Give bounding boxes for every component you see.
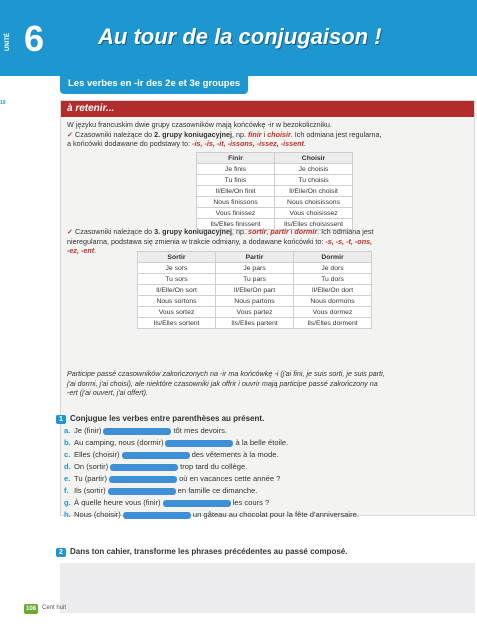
table-row: Je finis Je choisis <box>197 164 353 175</box>
list-item: c. Elles (choisir) des vêtements à la mode. <box>64 450 279 459</box>
section-subtitle: Les verbes en -ir des 2e et 3e groupes <box>60 76 248 94</box>
list-item: d. On (sortir) trop tard du collège. <box>64 462 248 471</box>
table-row: Nous finissons Nous choisissons <box>197 197 353 208</box>
table-row: Tu finis Tu choisis <box>197 175 353 186</box>
page-ref-tag: 19 <box>0 100 6 106</box>
check-icon: ✓ <box>67 227 74 236</box>
unit-number: 6 <box>24 18 45 59</box>
exercise-number: 1 <box>56 415 66 424</box>
page-number-words: Cent huit <box>42 605 67 611</box>
group3-text: ✓ Czasowniki należące do 3. grupy koniugacyjnej, np. sortir, partir i dormir. Ich odmiana jest nieregularna, podstawa się zmienia w trakcie odmiany, a dodawane końcówki to: -s, -s, -t, -ons, -ez, -ent. <box>67 227 374 255</box>
list-item: h. Nous (choisir) un gâteau au chocolat pour la fête d'anniversaire. <box>64 510 359 519</box>
table-group3 <box>137 251 372 329</box>
answer-area[interactable] <box>60 563 475 613</box>
answer-input[interactable] <box>103 428 171 435</box>
table-header: Sortir <box>138 252 216 263</box>
answer-input[interactable] <box>163 500 231 507</box>
exercise-number: 2 <box>56 548 66 557</box>
table-header: Dormir <box>294 252 372 263</box>
answer-input[interactable] <box>122 452 190 459</box>
exercise-2-heading: 2 Dans ton cahier, transforme les phrases précédentes au passé composé. <box>56 547 347 557</box>
unit-header <box>0 0 477 76</box>
participe-text: Participe passé czasowników zakończonych na -ir ma końcówkę -i (j'ai fini, je suis sorti, je suis parti, j'ai dormi, j'ai choisi), ale niektóre czasowniki jak offrir i ouvrir mają participe passé zakończony na -ert (j'ai ouvert, j'ai offert). <box>67 369 385 397</box>
table-row: Ils/Elles sortent Ils/Elles partent Ils/Elles dorment <box>138 318 372 329</box>
table-header: Choisir <box>275 153 353 164</box>
table-header: Partir <box>216 252 294 263</box>
table-row: Je sors Je pars Je dors <box>138 263 372 274</box>
table-header: Finir <box>197 153 275 164</box>
page-title: Au tour de la conjugaison ! <box>98 24 382 49</box>
list-item: b. Au camping, nous (dormir) à la belle étoile. <box>64 438 289 447</box>
list-item: a. Je (finir) tôt mes devoirs. <box>64 426 228 435</box>
page-number: 108 <box>25 606 36 612</box>
table-row: Ils/Elles finissent Ils/Elles choisissent <box>197 219 353 230</box>
answer-input[interactable] <box>110 464 178 471</box>
answer-input[interactable] <box>165 440 233 447</box>
answer-input[interactable] <box>109 476 177 483</box>
answer-input[interactable] <box>123 512 191 519</box>
table-row: Il/Elle/On sort Il/Elle/On part Il/Elle/On dort <box>138 285 372 296</box>
list-item: g. À quelle heure vous (finir) les cours ? <box>64 498 270 507</box>
table-row: Vous sortez Vous partez Vous dormez <box>138 307 372 318</box>
check-icon: ✓ <box>67 129 74 139</box>
unit-label: UNITÉ <box>5 33 11 51</box>
table-group2 <box>196 152 353 230</box>
answer-input[interactable] <box>108 488 176 495</box>
table-row: Il/Elle/On finit Il/Elle/On choisit <box>197 186 353 197</box>
exercise-1-heading: 1 Conjugue les verbes entre parenthèses au présent. <box>56 414 264 424</box>
table-row: Nous sortons Nous partons Nous dormons <box>138 296 372 307</box>
list-item: e. Tu (partir) où en vacances cette année ? <box>64 474 281 483</box>
intro-text: W języku francuskim dwie grupy czasowników mają końcówkę -ir w bezokoliczniku. <box>67 120 332 129</box>
list-item: f. Ils (sortir) en famille ce dimanche. <box>64 486 258 495</box>
retenir-heading: à retenir... <box>61 101 474 117</box>
group2-text: ✓ Czasowniki należące do 2. grupy koniugacyjnej, np. finir i choisir. Ich odmiana jest regularna, a końcówki dodawane do podstawy to: -is, -is, -it, -issons, -issez, -issent. <box>67 129 382 148</box>
table-row: Vous finissez Vous choisissez <box>197 208 353 219</box>
table-row: Tu sors Tu pars Tu dors <box>138 274 372 285</box>
